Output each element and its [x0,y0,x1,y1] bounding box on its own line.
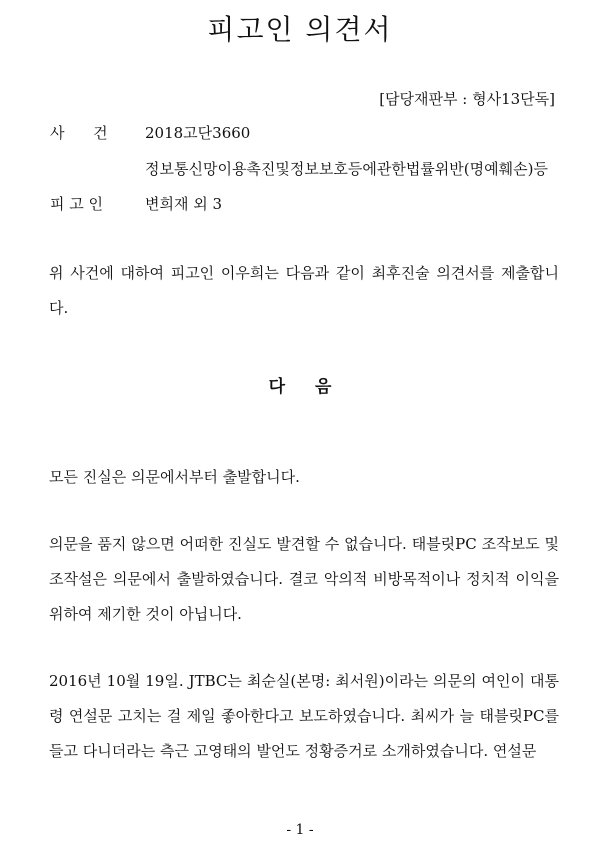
case-charge: 정보통신망이용촉진및정보보호등에관한법률위반(명예훼손)등 [145,160,548,178]
body-paragraph-1: 모든 진실은 의문에서부터 출발합니다. [49,468,300,486]
document-title: 피고인 의견서 [207,13,393,46]
page-number: - 1 - [286,822,314,838]
defendant-label: 피 고 인 [50,195,104,213]
case-label: 사 건 [50,124,108,142]
case-number: 2018고단3660 [145,124,251,142]
body-paragraph-3: 2016년 10월 19일. JTBC는 최순실(본명: 최서원)이라는 의문의 여인이 대통령 연설문 고치는 걸 제일 좋아한다고 보도하였습니다. 최씨가 늘 태블릿PC를 들고 다니더라는 측근 고영태의 발언도 정황증거로 소개하였습니다. 연설문 [49,672,559,760]
intro-paragraph: 위 사건에 대하여 피고인 이우희는 다음과 같이 최후진술 의견서를 제출합니다. [49,264,559,317]
body-paragraph-2: 의문을 품지 않으면 어떠한 진실도 발견할 수 없습니다. 태블릿PC 조작보도 및 조작설은 의문에서 출발하였습니다. 결코 악의적 비방목적이나 정치적 이익을 위하여 제기한 것이 아닙니다. [49,535,559,623]
court-assignment: [담당재판부 : 형사13단독] [379,90,555,108]
section-heading: 다 음 [268,377,332,397]
defendant-value: 변희재 외 3 [145,195,223,213]
